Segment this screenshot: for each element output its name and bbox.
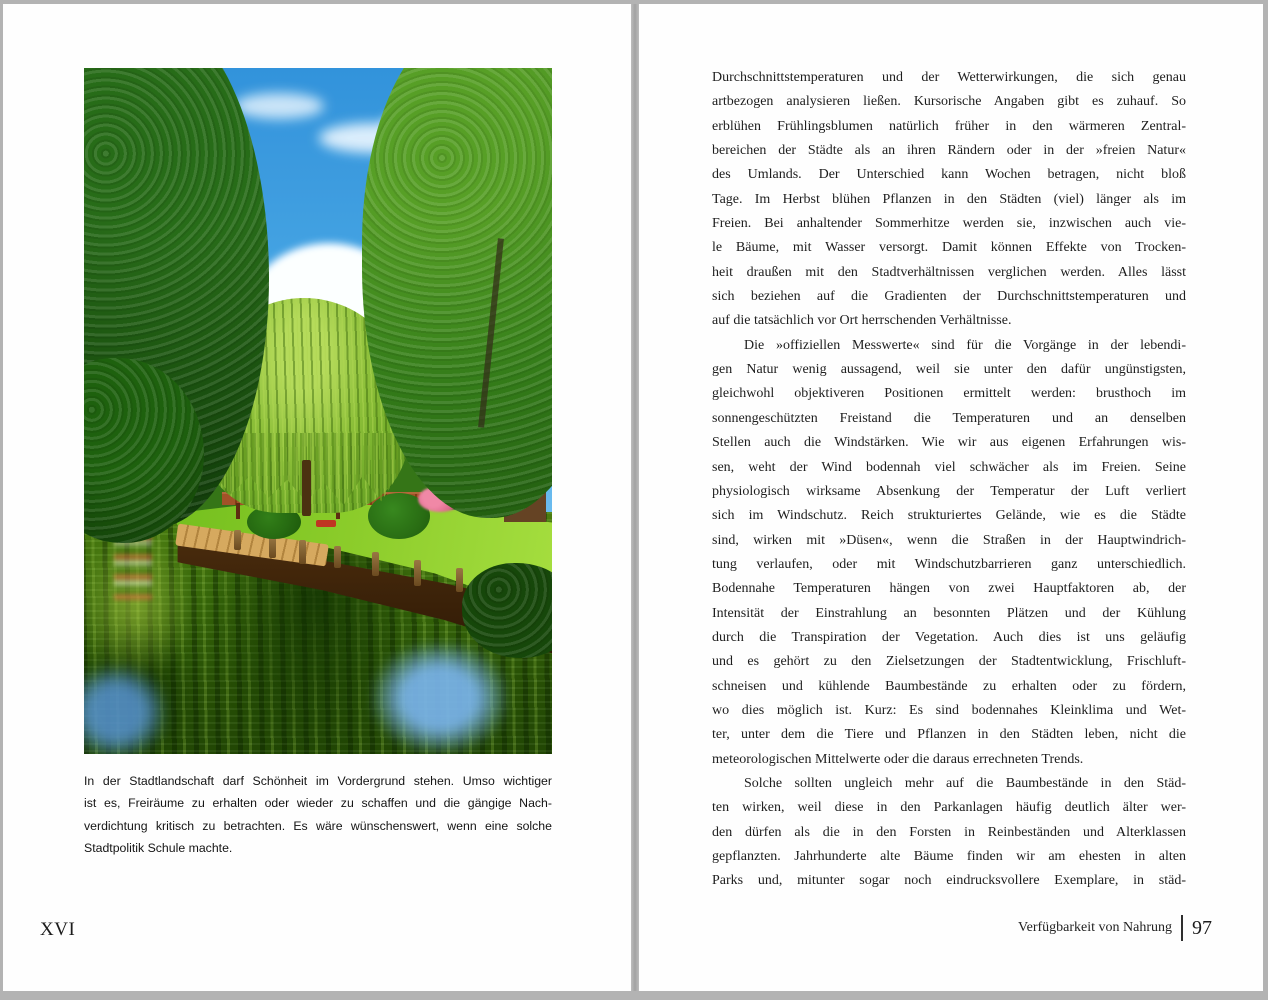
left-page-number: XVI	[40, 919, 76, 940]
body-line: den dürfen als die in den Forsten in Reinbeständen und Alterklassen	[712, 824, 1186, 840]
right-page-footer	[1018, 915, 1212, 941]
photo-red-bench	[316, 520, 336, 527]
body-line: erblühen Frühlingsblumen natürlich früher in den wärmeren Zentral-	[712, 118, 1186, 134]
body-line: Die »offiziellen Messwerte« sind für die Vorgänge in der lebendi-	[744, 337, 1186, 353]
body-line: gepflanzten. Jahrhunderte alte Bäume finden wir am ehesten in alten	[712, 849, 1186, 864]
photo-caption	[84, 770, 552, 859]
body-line: tung verlaufen, oder mit Windschutzbarrieren ganz unterschiedlich.	[712, 556, 1186, 572]
photo-boat-reflection	[114, 534, 152, 600]
photo-cloud	[234, 93, 324, 119]
photo-mooring-post	[414, 560, 421, 586]
photo-willow-trunk	[302, 460, 311, 516]
body-line: Solche sollten ungleich mehr auf die Baumbestände in den Städ-	[744, 775, 1186, 791]
body-line: auf die tatsächlich vor Ort herrschenden Verhältnisse.	[712, 313, 1012, 329]
body-line: sich beziehen auf die Gradienten der Durchschnittstemperaturen und	[712, 289, 1186, 305]
caption-line: In der Stadtlandschaft darf Schönheit im Vordergrund stehen. Umso wichtiger	[84, 774, 552, 788]
scan-edge-left	[0, 0, 3, 1000]
caption-line: verdichtung kritisch zu betrachten. Es wäre wünschenswert, wenn eine solche	[84, 818, 552, 833]
body-line: le Bäume, mit Wasser versorgt. Damit können Effekte von Trocken-	[712, 240, 1186, 256]
photo-mooring-post	[299, 540, 306, 564]
body-line: ter, unter dem die Tiere und Pflanzen in den Städten leben, nicht die	[712, 727, 1186, 743]
page-gutter	[631, 0, 639, 1000]
body-line: des Umlands. Der Unterschied kann Wochen betragen, nicht bloß	[712, 167, 1186, 183]
body-line: artbezogen analysieren ließen. Kursorische Angaben gibt es zuhauf. So	[712, 94, 1186, 110]
body-line: sen, weht der Wind bodennah viel schwächer als im Freien. Seine	[712, 459, 1186, 475]
body-line: meteorologischen Mittelwerte oder die daraus errechneten Trends.	[712, 751, 1084, 767]
body-line: Durchschnittstemperaturen und der Wetterwirkungen, die sich genau	[712, 70, 1186, 85]
running-head: Verfügbarkeit von Nahrung	[1018, 920, 1172, 935]
body-line: sonnengeschützten Freistand die Temperaturen und an denselben	[712, 410, 1186, 426]
body-line: Freien. Bei anhaltender Sommerhitze werden sie, inzwischen auch vie-	[712, 216, 1186, 232]
body-line: bereichen der Städte als an ihren Rändern oder in der »freien Natur«	[712, 143, 1186, 159]
scan-edge-top	[0, 0, 1268, 4]
body-line: physiologisch wirksame Absenkung der Temperatur der Luft verliert	[712, 483, 1186, 499]
photo-sky-reflection	[84, 666, 166, 754]
photo-sky-reflection	[372, 643, 507, 753]
scan-edge-right	[1263, 0, 1268, 1000]
photo-mooring-post	[269, 536, 276, 558]
body-line: ten wirken, weil diese in den Parkanlagen häufig deutlich älter wer-	[712, 800, 1186, 816]
body-line: gen Natur wenig aussagend, weil sie unter den dafür ungünstigsten,	[712, 362, 1186, 378]
body-line: gleichwohl objektiveren Positionen ermittelt werden: brusthoch im	[712, 386, 1186, 402]
photo-mooring-post	[334, 546, 341, 568]
body-line: wo dies möglich ist. Kurz: Es sind bodennahes Kleinklima und Wet-	[712, 702, 1186, 718]
photo-pergola-post	[236, 503, 240, 519]
body-line: schneisen und kühlende Baumbestände zu erhalten oder zu fördern,	[712, 678, 1186, 694]
caption-line: Stadtpolitik Schule machte.	[84, 840, 233, 855]
body-line: Parks und, mitunter sogar noch eindrucksvollere Exemplare, in städ-	[712, 873, 1186, 889]
photo-mooring-post	[372, 552, 379, 576]
photo-mooring-post	[234, 530, 241, 550]
body-line: durch die Transpiration der Vegetation. Auch dies ist uns geläufig	[712, 629, 1186, 645]
scan-edge-bottom	[0, 991, 1268, 1000]
right-page-number: 97	[1192, 916, 1212, 939]
body-line: Intensität der Einstrahlung an besonnten Plätzen und der Kühlung	[712, 605, 1186, 621]
body-line: sich im Windschutz. Reich strukturiertes Gelände, wie es die Städte	[712, 508, 1186, 524]
body-line: sind, wirken mit »Düsen«, wenn die Straßen in der Hauptwindrich-	[712, 532, 1186, 548]
body-line: Tage. Im Herbst blühen Pflanzen in den Städten (viel) länger als im	[712, 191, 1186, 207]
footer-divider	[1181, 915, 1183, 941]
caption-line: ist es, Freiräume zu erhalten oder wieder zu schaffen und die gängige Nach-	[84, 796, 552, 811]
body-line: und es gehört zu den Zielsetzungen der Stadtentwicklung, Frischluft-	[712, 654, 1186, 670]
body-line: heit draußen mit den Stadtverhältnissen verglichen werden. Alles lässt	[712, 264, 1186, 280]
canal-park-photo	[84, 68, 552, 754]
body-line: Stellen auch die Windstärken. Wie wir aus eigenen Erfahrungen wis-	[712, 435, 1186, 451]
photo-mooring-post	[456, 568, 463, 592]
body-line: Bodennahe Temperaturen hängen von zwei Hauptfaktoren ab, der	[712, 581, 1186, 597]
body-text	[712, 66, 1186, 894]
